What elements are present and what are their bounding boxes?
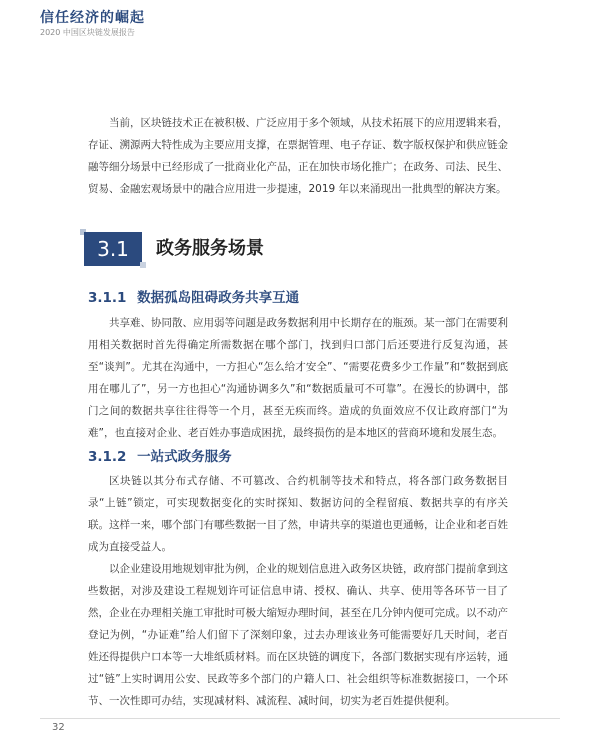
report-title: 信任经济的崛起 — [40, 10, 145, 26]
decor-square — [140, 262, 146, 268]
subsection-heading — [88, 445, 232, 465]
footer-divider — [40, 718, 560, 719]
body-paragraph: 以企业建设用地规划审批为例，企业的规划信息进入政务区块链，政府部门提前拿到这些数据，对涉及建设工程规划许可证信息申请、授权、确认、共享、使用等各环节一目了然，企业在办理相关施工审批时可极大缩短办理时间，甚至在几分钟内便可完成。以不动产登记为例，“办证难”给人们留下了深刻印象，过去办理该业务可能需要好几天时间，老百姓还得提供户口本等一大堆纸质材料。而在区块链的调度下，各部门数据实现有序运转，通过“链”上实时调用公安、民政等多个部门的户籍人口、社会组织等标准数据接口，一个环节、一次性即可办结，实现减材料、减流程、减时间，切实为老百姓提供便利。 — [88, 563, 508, 707]
subsection-heading — [88, 286, 299, 306]
section-number-box — [84, 232, 144, 266]
body-paragraph: 区块链以其分布式存储、不可篡改、合约机制等技术和特点，将各部门政务数据目录“上链”锁定，可实现数据变化的实时探知、数据访问的全程留痕、数据共享的有序关联。这样一来，哪个部门有哪些数据一目了然，申请共享的渠道也更通畅，让企业和老百姓成为直接受益人。 — [88, 475, 508, 553]
page-number: 32 — [52, 722, 65, 733]
subsection-title: 一站式政务服务 — [137, 449, 232, 465]
intro-paragraph: 当前，区块链技术正在被积极、广泛应用于多个领域，从技术拓展下的应用逻辑来看，存证、溯源两大特性成为主要应用支撑，在票据管理、电子存证、数字版权保护和供应链金融等细分场景中已经形成了一批商业化产品，正在加快市场化推广；在政务、司法、民生、贸易、金融宏观场景中的融合应用进一步提速，2019 年以来涌现出一批典型的解决方案。 — [88, 117, 508, 195]
subsection-title: 数据孤岛阻碍政务共享互通 — [137, 290, 300, 306]
section-title: 政务服务场景 — [156, 238, 264, 259]
report-header — [40, 10, 145, 38]
body-paragraph: 共享难、协同散、应用弱等问题是政务数据利用中长期存在的瓶颈。某一部门在需要利用相关数据时首先得确定所需数据在哪个部门，找到归口部门后还要进行反复沟通，甚至“谈判”。尤其在沟通中，一方担心“怎么给才安全”、“需要花费多少工作量”和“数据到底用在哪儿了”，另一方也担心“沟通协调多久”和“数据质量可不可靠”。在漫长的协调中，部门之间的数据共享往往得等一个月，甚至无疾而终。造成的负面效应不仅让政府部门“为难”，也直接对企业、老百姓办事造成困扰，最终损伤的是本地区的营商环境和发展生态。 — [88, 317, 508, 439]
subsection-number: 3.1.1 — [88, 290, 127, 306]
report-subtitle: 2020 中国区块链发展报告 — [40, 28, 135, 37]
section-number: 3.1 — [84, 232, 142, 266]
subsection-number: 3.1.2 — [88, 449, 127, 465]
